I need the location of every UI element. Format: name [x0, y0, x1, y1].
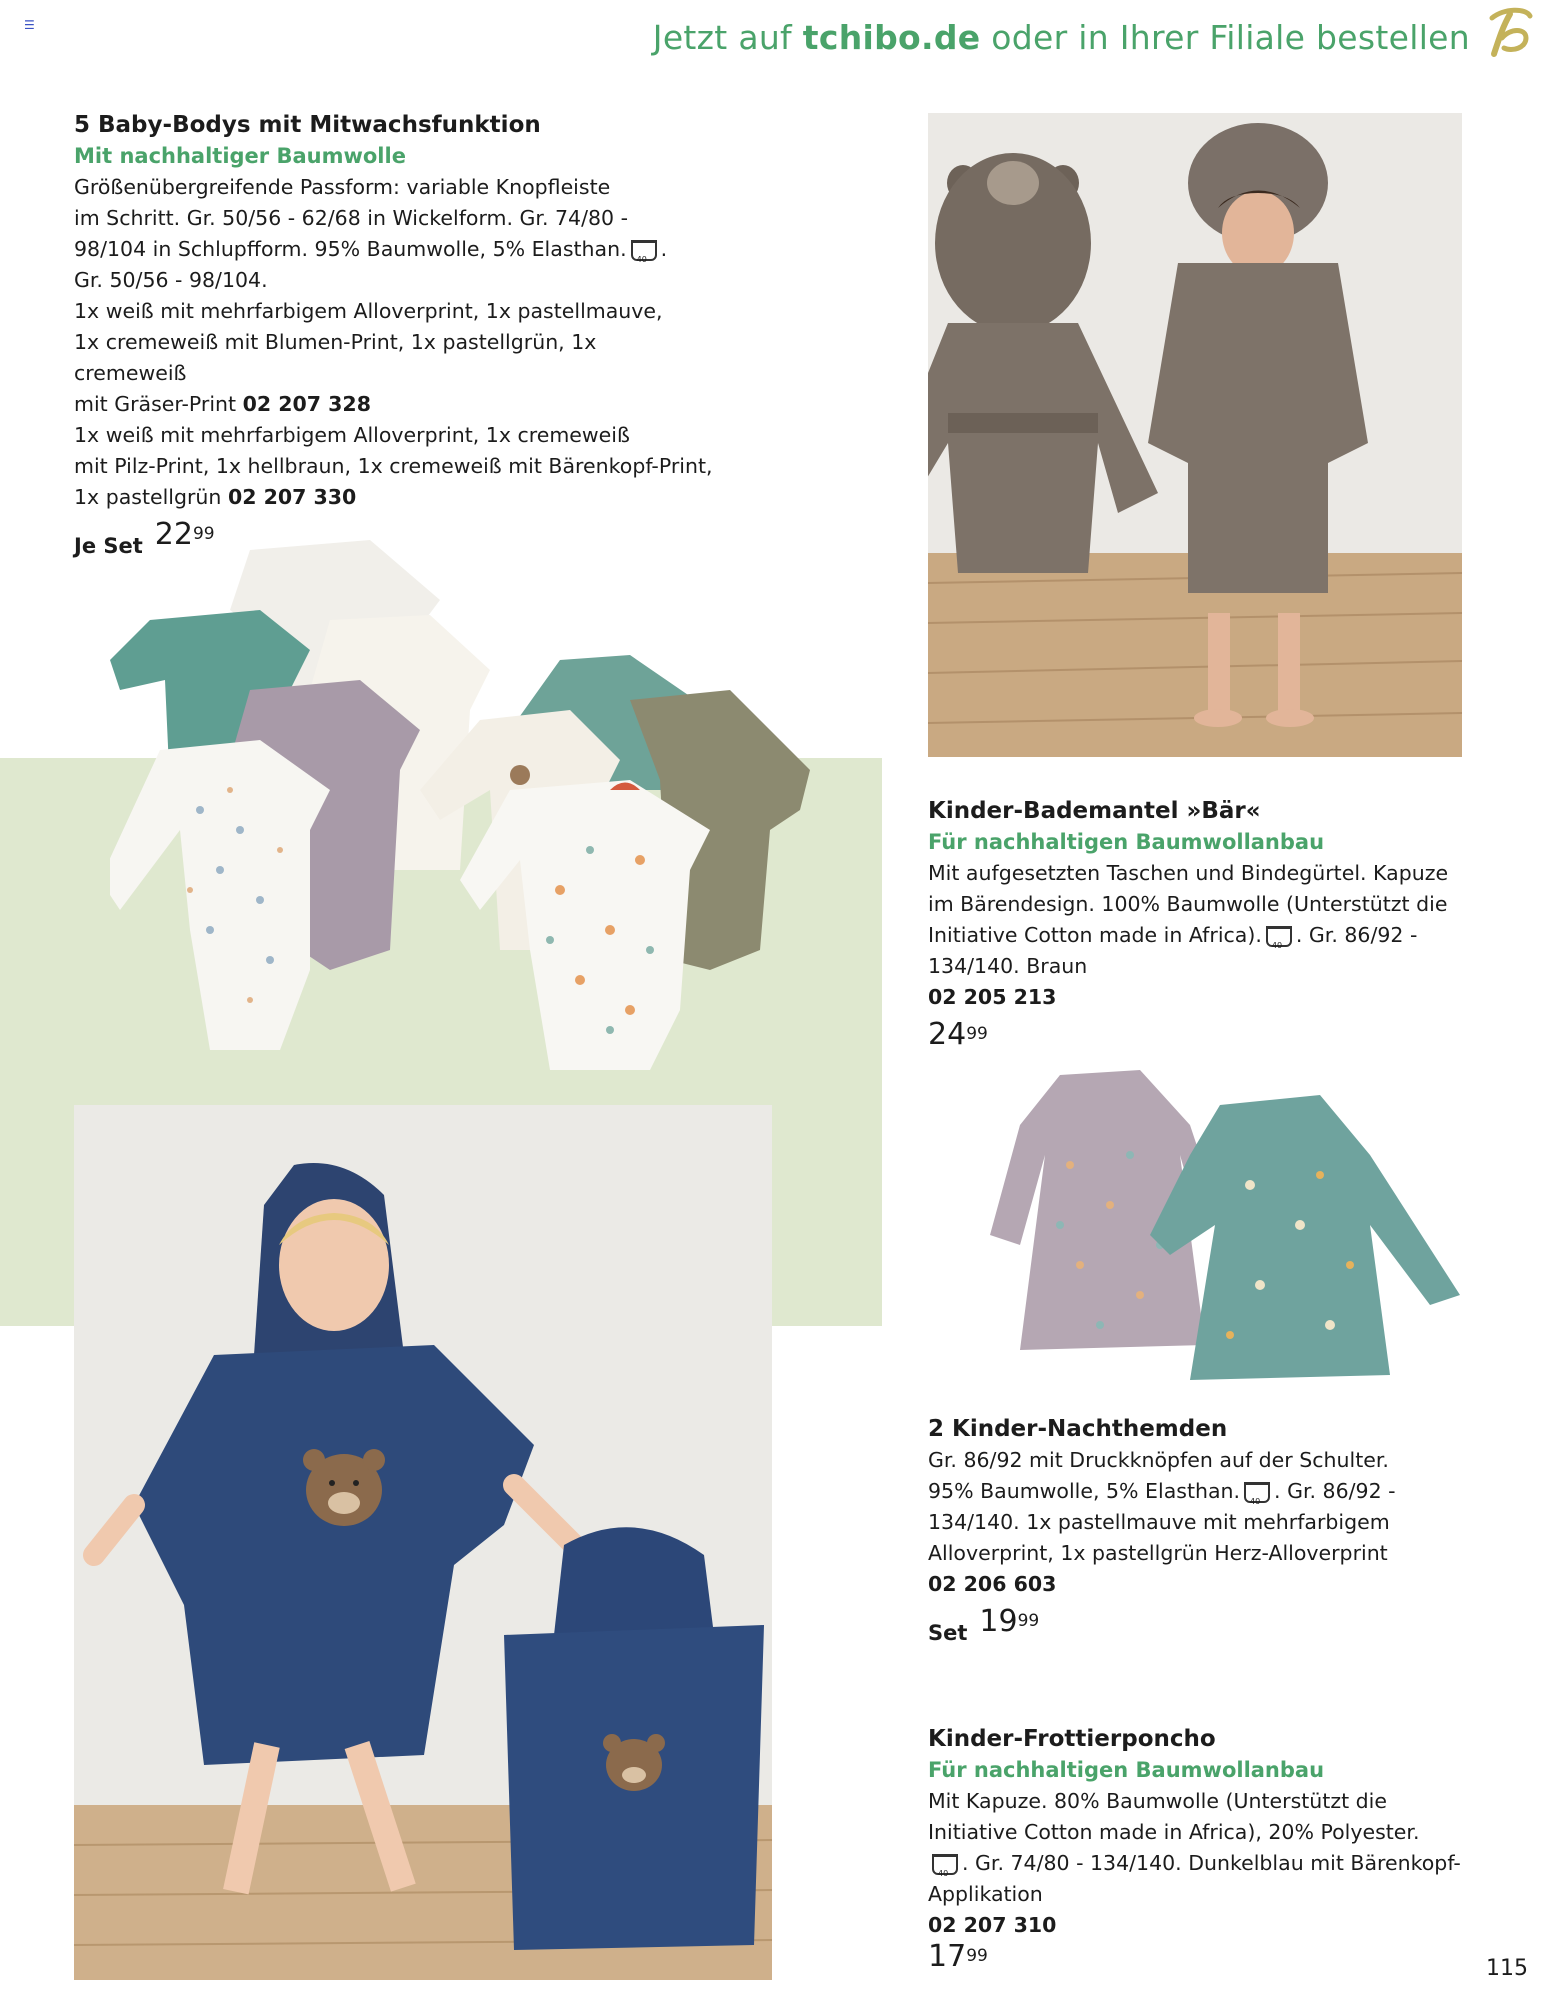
product-description: Mit aufgesetzten Taschen und Bindegürtel. Kapuze im Bärendesign. 100% Baumwolle (Unterstützt die Initiative Cotton made in Africa).40 . Gr. 86/92 - 134/140. Braun — [928, 858, 1488, 982]
page-number: 115 — [1486, 1956, 1528, 1981]
menu-icon[interactable]: ☰ — [24, 18, 35, 32]
nightdress-photo — [990, 1065, 1470, 1395]
variant-2: 1x weiß mit mehrfarbigem Alloverprint, 1x cremeweiß mit Pilz-Print, 1x hellbraun, 1x cremeweiß mit Bärenkopf-Print, 1x pastellgrün 02 207 330 — [74, 423, 713, 509]
article-code: 02 206 603 — [928, 1572, 1057, 1596]
order-banner — [640, 18, 1470, 57]
bodysuit-white-print-right — [460, 780, 710, 1070]
bathrobe-photo — [928, 113, 1462, 757]
product-poncho — [928, 1724, 1488, 1972]
price: Set 19 99 — [928, 1604, 1040, 1645]
product-title: 5 Baby-Bodys mit Mitwachsfunktion — [74, 112, 541, 138]
banner-suffix: oder in Ihrer Filiale bestellen — [980, 18, 1470, 57]
bodysuit-white-print-left — [110, 740, 330, 1050]
wash-symbol-icon — [1244, 1482, 1270, 1503]
product-bodys — [74, 110, 714, 562]
article-code: 02 207 330 — [227, 485, 357, 509]
product-description: Größenübergreifende Passform: variable Knopfleiste im Schritt. Gr. 50/56 - 62/68 in Wickelform. Gr. 74/80 - 98/104 in Schlupfform. 95% Baumwolle, 5% Elasthan.40 . Gr. 50/56 - 98/104. — [74, 172, 714, 296]
article-code: 02 207 310 — [928, 1913, 1057, 1937]
product-title: Kinder-Frottierponcho — [928, 1726, 1216, 1752]
variant-1: 1x weiß mit mehrfarbigem Alloverprint, 1x pastellmauve, 1x cremeweiß mit Blumen-Print, 1x pastellgrün, 1x cremeweiß mit Gräser-Print 02 207 328 — [74, 299, 663, 416]
product-subtitle: Für nachhaltigen Baumwollanbau — [928, 830, 1325, 854]
product-description: Mit Kapuze. 80% Baumwolle (Unterstützt die Initiative Cotton made in Africa), 20% Polyester. 40. Gr. 74/80 - 134/140. Dunkelblau mit Bärenkopf- Applikation — [928, 1786, 1488, 1910]
article-code: 02 205 213 — [928, 985, 1057, 1009]
price: 17 99 — [928, 1939, 988, 1974]
product-subtitle: Für nachhaltigen Baumwollanbau — [928, 1758, 1325, 1782]
banner-brand-link[interactable]: tchibo.de — [802, 18, 981, 57]
product-bademantel — [928, 796, 1488, 1050]
product-title: 2 Kinder-Nachthemden — [928, 1416, 1228, 1442]
wash-symbol-icon — [932, 1854, 958, 1875]
poncho-photo — [74, 1105, 772, 1980]
article-code: 02 207 328 — [242, 392, 371, 416]
wash-symbol-icon — [631, 240, 657, 261]
tchibo-logo-icon — [1482, 4, 1536, 60]
product-nachthemden — [928, 1414, 1488, 1649]
price: 24 99 — [928, 1017, 988, 1052]
price: Je Set 22 99 — [74, 517, 215, 558]
banner-prefix: Jetzt auf — [652, 18, 803, 57]
product-subtitle: Mit nachhaltiger Baumwolle — [74, 144, 406, 168]
product-description: Gr. 86/92 mit Druckknöpfen auf der Schulter. 95% Baumwolle, 5% Elasthan.40 . Gr. 86/92 - 134/140. 1x pastellmauve mit mehrfarbigem Alloverprint, 1x pastellgrün Herz-Alloverprint — [928, 1445, 1488, 1569]
bodysuits-photo — [110, 530, 850, 1070]
wash-symbol-icon — [1266, 926, 1292, 947]
product-title: Kinder-Bademantel »Bär« — [928, 798, 1261, 824]
